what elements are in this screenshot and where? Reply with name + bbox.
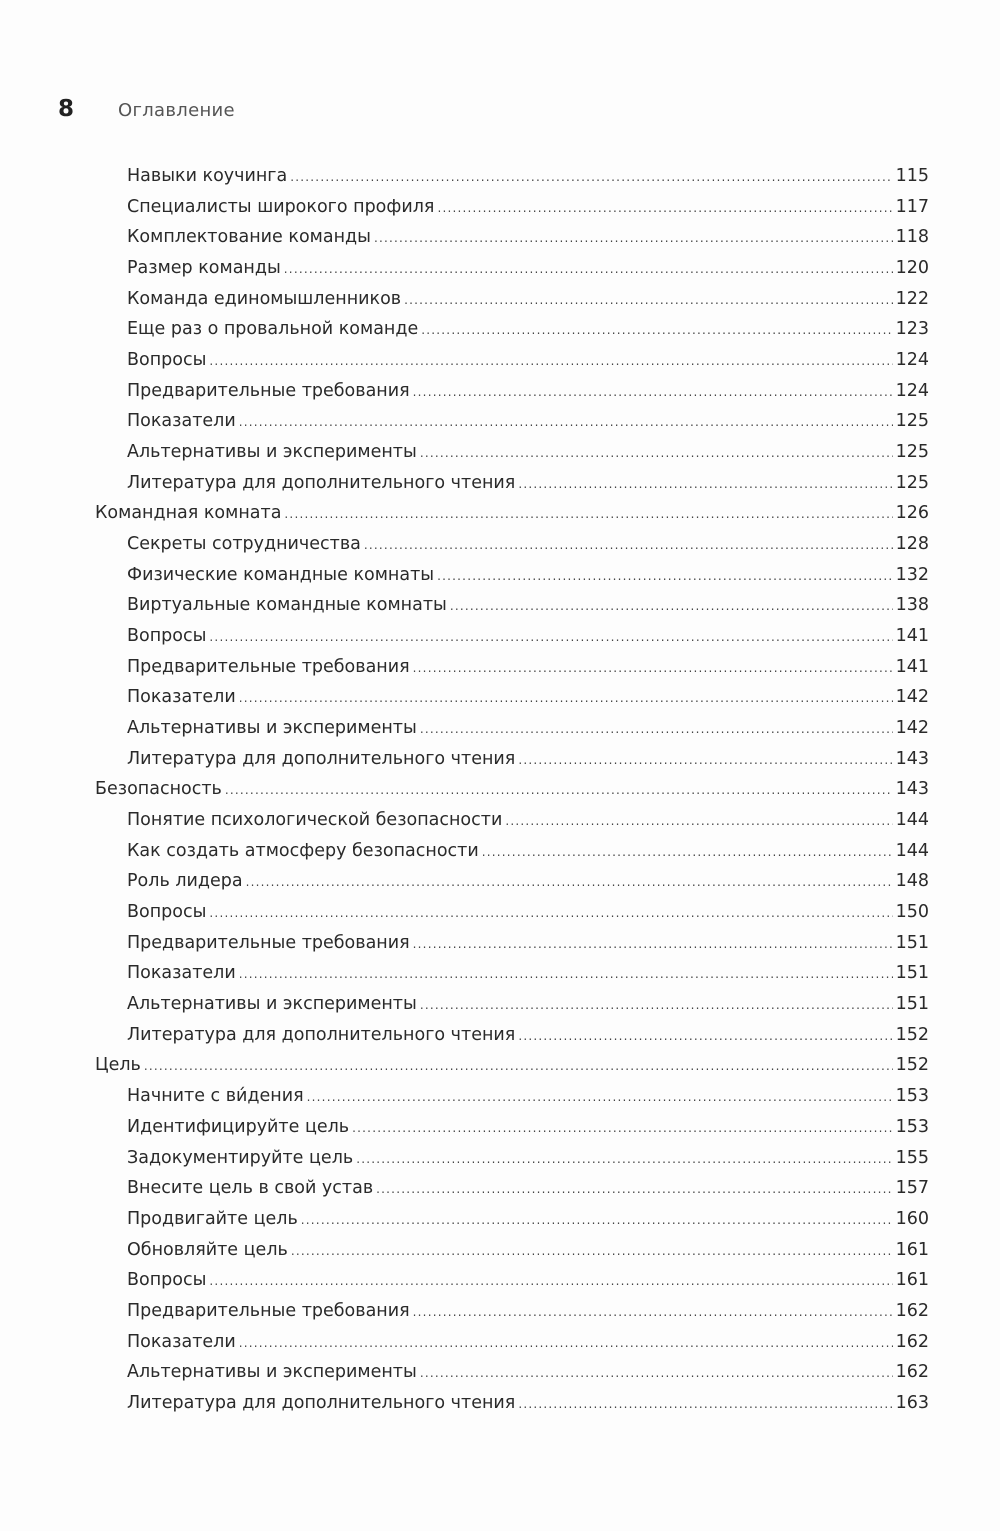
toc-entry-page: 118 <box>895 227 929 248</box>
dot-leader <box>413 1298 893 1326</box>
toc-entry-title: Обновляйте цель <box>127 1239 288 1260</box>
dot-leader <box>239 960 893 988</box>
dot-leader <box>290 163 892 191</box>
toc-entry-page: 161 <box>895 1239 929 1260</box>
toc-subsection-entry[interactable] <box>95 407 929 438</box>
toc-entry-page: 143 <box>895 779 929 800</box>
toc-entry-page: 141 <box>895 656 929 677</box>
dot-leader <box>413 930 893 958</box>
toc-subsection-entry[interactable] <box>95 193 929 224</box>
toc-subsection-entry[interactable] <box>95 622 929 653</box>
toc-entry-title: Литература для дополнительного чтения <box>127 748 516 769</box>
dot-leader <box>209 1267 892 1295</box>
dot-leader <box>420 991 893 1019</box>
dot-leader <box>301 1206 893 1234</box>
toc-entry-page: 151 <box>895 963 929 984</box>
toc-subsection-entry[interactable] <box>95 898 929 929</box>
toc-subsection-entry[interactable] <box>95 867 929 898</box>
toc-subsection-entry[interactable] <box>95 1144 929 1175</box>
toc-subsection-entry[interactable] <box>95 745 929 776</box>
toc-entry-title: Задокументируйте цель <box>127 1147 354 1168</box>
toc-subsection-entry[interactable] <box>95 1021 929 1052</box>
toc-entry-page: 117 <box>895 196 929 217</box>
dot-leader <box>239 1329 893 1357</box>
dot-leader <box>482 838 893 866</box>
toc-entry-page: 142 <box>895 687 929 708</box>
toc-entry-page: 115 <box>895 166 929 186</box>
dot-leader <box>225 776 893 804</box>
dot-leader <box>209 899 892 927</box>
dot-leader <box>239 684 893 712</box>
toc-subsection-entry[interactable] <box>95 1205 929 1236</box>
toc-subsection-entry[interactable] <box>95 469 929 500</box>
toc-subsection-entry[interactable] <box>95 959 929 990</box>
dot-leader <box>413 378 893 406</box>
dot-leader <box>437 194 892 222</box>
toc-entry-page: 125 <box>895 442 929 463</box>
toc-subsection-entry[interactable] <box>95 162 929 193</box>
toc-entry-page: 128 <box>895 534 929 555</box>
toc-subsection-entry[interactable] <box>95 1174 929 1205</box>
toc-entry-title: Безопасность <box>95 779 222 800</box>
toc-entry-title: Продвигайте цель <box>127 1208 298 1229</box>
toc-entry-title: Предварительные требования <box>127 380 410 401</box>
toc-entry-title: Виртуальные командные комнаты <box>127 595 447 616</box>
toc-entry-page: 152 <box>895 1024 929 1045</box>
toc-entry-title: Предварительные требования <box>127 932 410 953</box>
toc-entry-page: 142 <box>895 718 929 739</box>
toc-entry-title: Понятие психологической безопасности <box>127 810 503 831</box>
dot-leader <box>518 470 892 498</box>
dot-leader <box>450 592 893 620</box>
toc-entry-page: 144 <box>895 840 929 861</box>
toc-subsection-entry[interactable] <box>95 223 929 254</box>
toc-entry-title: Комплектование команды <box>127 227 371 248</box>
toc-entry-page: 152 <box>895 1055 929 1076</box>
dot-leader <box>518 1390 892 1418</box>
toc-entry-page: 150 <box>895 902 929 923</box>
dot-leader <box>420 439 893 467</box>
toc-entry-page: 123 <box>895 319 929 340</box>
dot-leader <box>209 347 892 375</box>
toc-entry-title: Предварительные требования <box>127 1300 410 1321</box>
toc-entry-title: Начните с ви́дения <box>127 1086 304 1107</box>
toc-entry-title: Литература для дополнительного чтения <box>127 472 516 493</box>
toc-entry-page: 125 <box>895 472 929 493</box>
toc-entry-page: 160 <box>895 1208 929 1229</box>
toc-entry-page: 163 <box>895 1392 929 1413</box>
dot-leader <box>307 1083 893 1111</box>
toc-entry-page: 126 <box>895 503 929 524</box>
dot-leader <box>376 1175 892 1203</box>
toc-subsection-entry[interactable] <box>95 530 929 561</box>
toc-entry-page: 153 <box>895 1086 929 1107</box>
toc-subsection-entry[interactable] <box>95 653 929 684</box>
dot-leader <box>518 1022 892 1050</box>
dot-leader <box>420 1359 893 1387</box>
toc-entry-title: Навыки коучинга <box>127 166 288 186</box>
toc-subsection-entry[interactable] <box>95 1236 929 1267</box>
toc-section-entry[interactable] <box>95 1051 929 1082</box>
running-header <box>58 96 235 122</box>
dot-leader <box>437 562 892 590</box>
toc-entry-title: Еще раз о провальной команде <box>127 319 419 340</box>
dot-leader <box>518 746 892 774</box>
toc-entry-page: 148 <box>895 871 929 892</box>
toc-subsection-entry[interactable] <box>95 346 929 377</box>
toc-entry-title: Литература для дополнительного чтения <box>127 1392 516 1413</box>
toc-subsection-entry[interactable] <box>95 837 929 868</box>
toc-entry-page: 157 <box>895 1178 929 1199</box>
toc-entry-title: Литература для дополнительного чтения <box>127 1024 516 1045</box>
dot-leader <box>246 868 893 896</box>
toc-entry-title: Специалисты широкого профиля <box>127 196 435 217</box>
toc-subsection-entry[interactable] <box>95 438 929 469</box>
toc-entry-page: 125 <box>895 411 929 432</box>
toc-entry-title: Альтернативы и эксперименты <box>127 442 417 463</box>
toc-entry-title: Вопросы <box>127 626 207 647</box>
toc-subsection-entry[interactable] <box>95 591 929 622</box>
dot-leader <box>284 255 893 283</box>
dot-leader <box>352 1114 892 1142</box>
toc-entry-title: Показатели <box>127 411 236 432</box>
dot-leader <box>364 531 893 559</box>
toc-entry-title: Альтернативы и эксперименты <box>127 994 417 1015</box>
toc-entry-page: 124 <box>895 380 929 401</box>
toc-entry-title: Альтернативы и эксперименты <box>127 718 417 739</box>
toc-entry-page: 124 <box>895 350 929 371</box>
toc-entry-page: 132 <box>895 564 929 585</box>
toc-subsection-entry[interactable] <box>95 254 929 285</box>
dot-leader <box>420 715 893 743</box>
dot-leader <box>374 224 893 252</box>
toc-subsection-entry[interactable] <box>95 315 929 346</box>
toc-entry-title: Цель <box>95 1055 141 1076</box>
dot-leader <box>239 408 893 436</box>
toc-entry-page: 143 <box>895 748 929 769</box>
toc-entry-title: Командная комната <box>95 503 282 524</box>
toc-entry-page: 141 <box>895 626 929 647</box>
dot-leader <box>291 1237 893 1265</box>
toc-entry-title: Команда единомышленников <box>127 288 402 309</box>
toc-entry-title: Вопросы <box>127 902 207 923</box>
toc-entry-page: 162 <box>895 1300 929 1321</box>
dot-leader <box>404 286 892 314</box>
toc-entry-page: 122 <box>895 288 929 309</box>
toc-entry-title: Секреты сотрудничества <box>127 534 361 555</box>
toc-subsection-entry[interactable] <box>95 285 929 316</box>
toc-entry-page: 144 <box>895 810 929 831</box>
dot-leader <box>209 623 892 651</box>
toc-subsection-entry[interactable] <box>95 1266 929 1297</box>
dot-leader <box>356 1145 892 1173</box>
toc-entry-title: Идентифицируйте цель <box>127 1116 350 1137</box>
dot-leader <box>505 807 892 835</box>
toc-subsection-entry[interactable] <box>95 377 929 408</box>
toc-subsection-entry[interactable] <box>95 683 929 714</box>
toc-subsection-entry[interactable] <box>95 990 929 1021</box>
toc-entry-page: 138 <box>895 595 929 616</box>
toc-entry-title: Показатели <box>127 1331 236 1352</box>
toc-subsection-entry[interactable] <box>95 929 929 960</box>
toc-entry-page: 151 <box>895 932 929 953</box>
toc-section-entry[interactable] <box>95 499 929 530</box>
toc-entry-title: Внесите цель в свой устав <box>127 1178 374 1199</box>
dot-leader <box>413 654 893 682</box>
toc-section-entry[interactable] <box>95 775 929 806</box>
toc-entry-page: 162 <box>895 1331 929 1352</box>
toc-entry-title: Вопросы <box>127 350 207 371</box>
toc-subsection-entry[interactable] <box>95 714 929 745</box>
table-of-contents <box>95 162 929 1420</box>
toc-entry-title: Физические командные комнаты <box>127 564 435 585</box>
toc-entry-page: 120 <box>895 258 929 279</box>
toc-entry-page: 153 <box>895 1116 929 1137</box>
toc-entry-title: Как создать атмосферу безопасности <box>127 840 479 861</box>
page-number: 8 <box>58 96 75 122</box>
toc-entry-title: Показатели <box>127 687 236 708</box>
toc-entry-page: 162 <box>895 1362 929 1383</box>
toc-subsection-entry[interactable] <box>95 1389 929 1420</box>
dot-leader <box>144 1052 893 1080</box>
toc-entry-page: 161 <box>895 1270 929 1291</box>
running-title: Оглавление <box>118 100 235 121</box>
toc-entry-title: Вопросы <box>127 1270 207 1291</box>
toc-entry-title: Роль лидера <box>127 871 243 892</box>
toc-entry-title: Альтернативы и эксперименты <box>127 1362 417 1383</box>
toc-entry-page: 155 <box>895 1147 929 1168</box>
toc-subsection-entry[interactable] <box>95 1082 929 1113</box>
dot-leader <box>421 316 892 344</box>
toc-subsection-entry[interactable] <box>95 561 929 592</box>
toc-subsection-entry[interactable] <box>95 1358 929 1389</box>
dot-leader <box>284 500 892 528</box>
toc-entry-title: Предварительные требования <box>127 656 410 677</box>
toc-entry-page: 151 <box>895 994 929 1015</box>
toc-entry-title: Размер команды <box>127 258 281 279</box>
toc-subsection-entry[interactable] <box>95 1113 929 1144</box>
toc-subsection-entry[interactable] <box>95 806 929 837</box>
toc-subsection-entry[interactable] <box>95 1297 929 1328</box>
toc-subsection-entry[interactable] <box>95 1328 929 1359</box>
toc-entry-title: Показатели <box>127 963 236 984</box>
